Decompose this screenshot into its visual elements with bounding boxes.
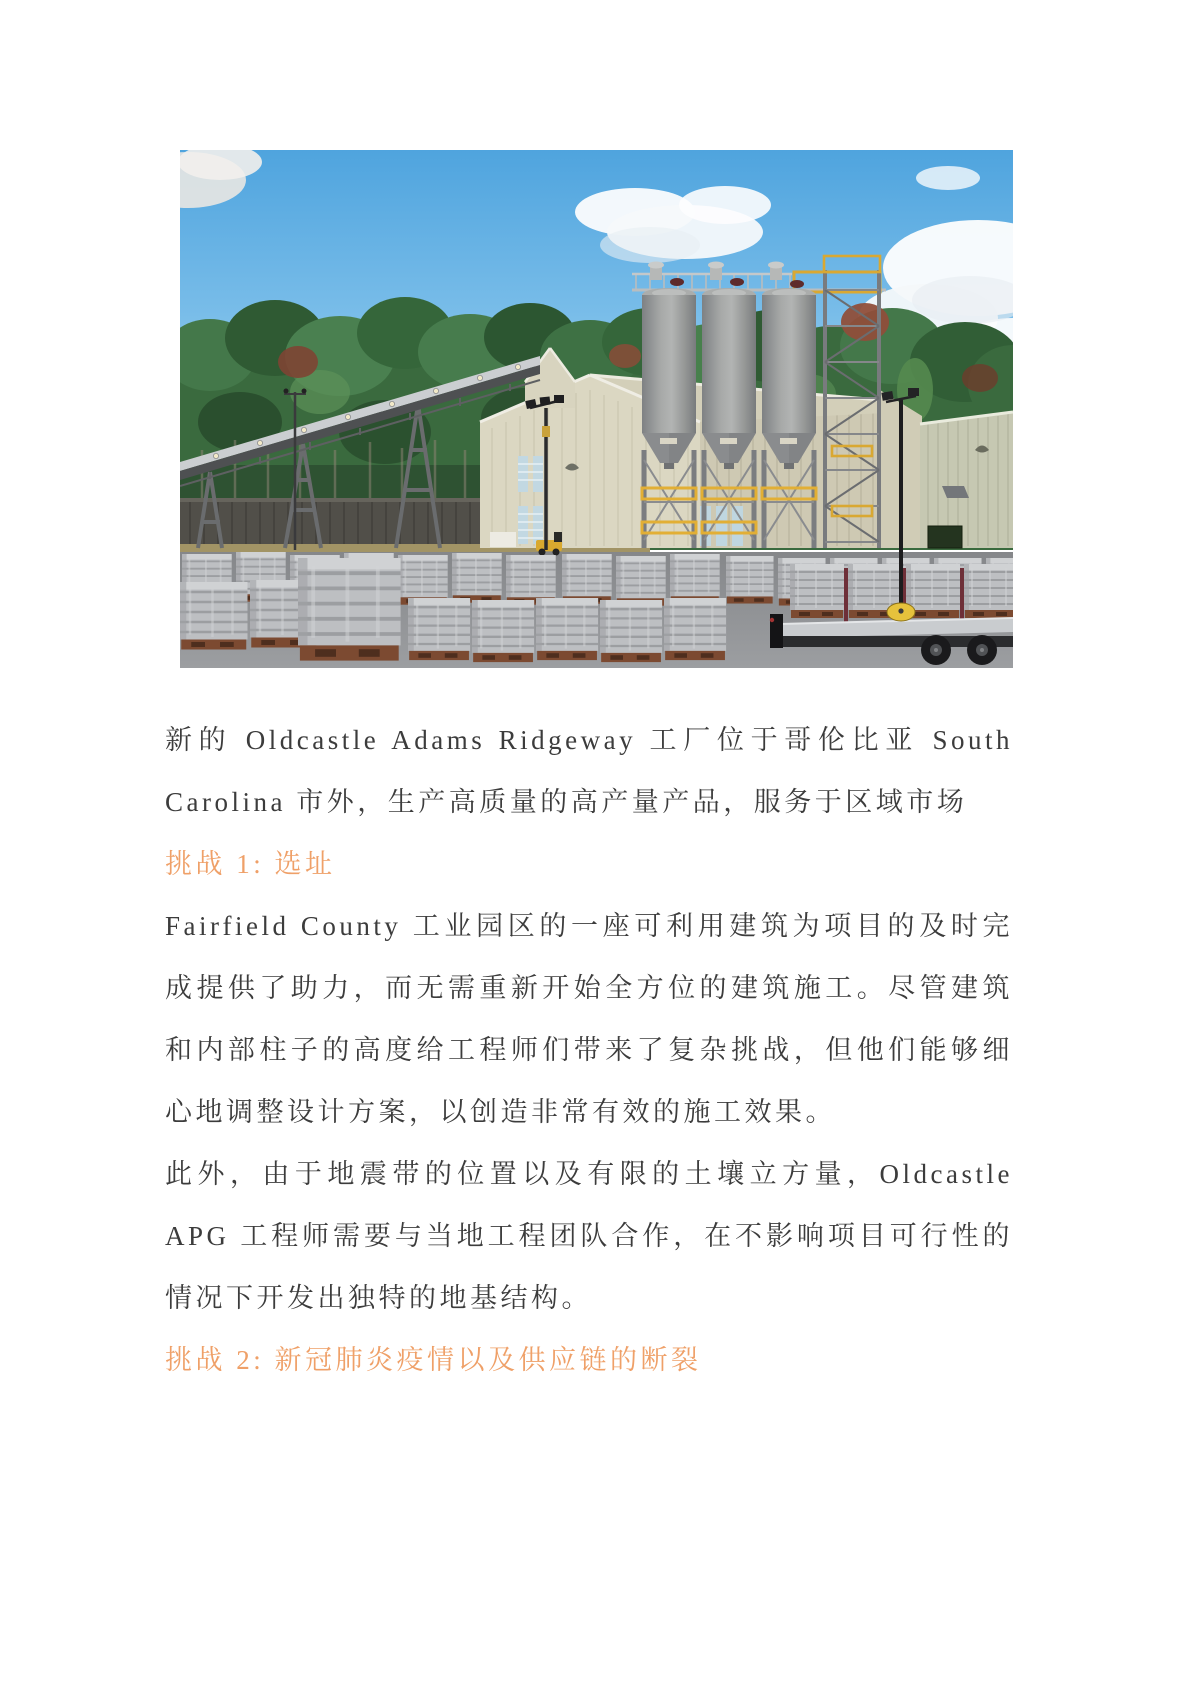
challenge-1-paragraph-1: Fairfield County 工业园区的一座可利用建筑为项目的及时完成提供了助力，而无需重新开始全方位的建筑施工。尽管建筑和内部柱子的高度给工程师们带来了复杂挑战，但他们能够细心地调整设计方案，以创造非常有效的施工效果。 [165,911,1013,1127]
utility-box [928,526,962,548]
section-heading-challenge-2: 挑战 2: 新冠肺炎疫情以及供应链的断裂 [165,1345,702,1375]
section-heading-challenge-1: 挑战 1: 选址 [165,849,336,879]
article-body [165,709,1013,1391]
building-door [490,532,516,547]
right-building [920,412,1013,548]
challenge-1-paragraph-2: 此外，由于地震带的位置以及有限的土壤立方量，Oldcastle APG 工程师需要与当地工程团队合作，在不影响项目可行性的情况下开发出独特的地基结构。 [165,1159,1013,1313]
photo-caption: 新的 Oldcastle Adams Ridgeway 工厂位于哥伦比亚 South Carolina 市外，生产高质量的高产量产品，服务于区域市场 [165,725,1013,817]
plant-photo-illustration [180,150,1013,668]
plant-photo [180,150,1013,668]
